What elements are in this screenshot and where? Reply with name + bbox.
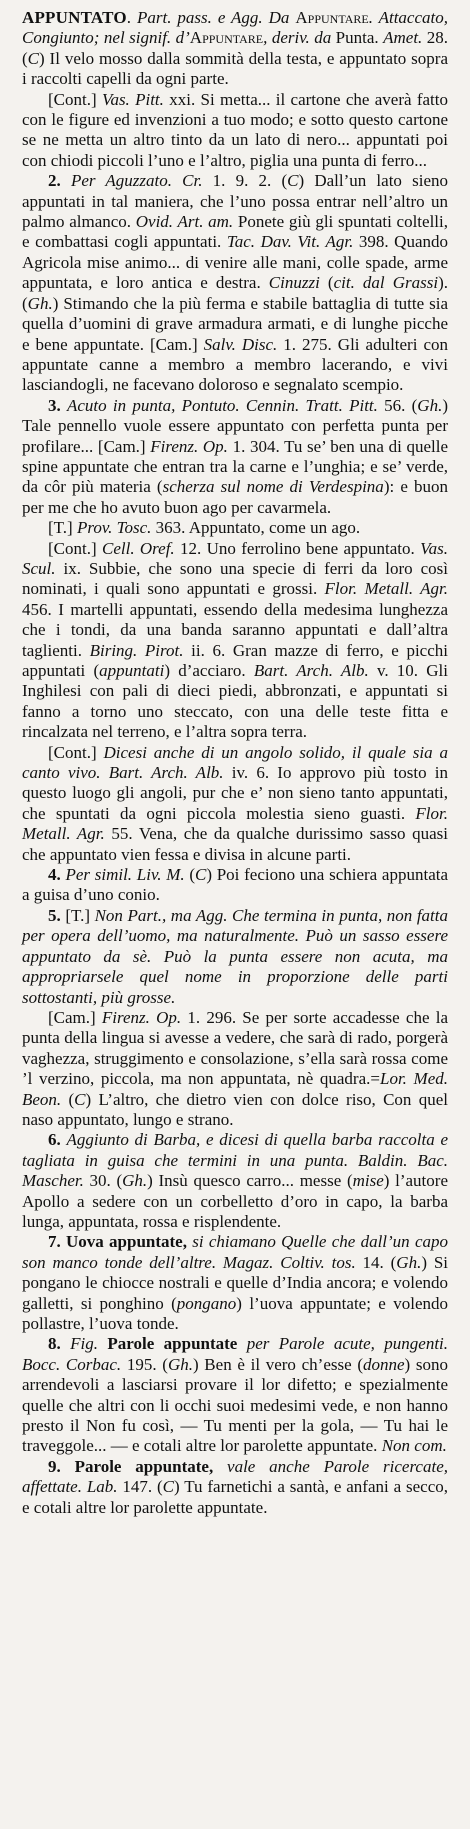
italic-run: C: [27, 48, 40, 68]
bold-run: Parole appuntate: [107, 1334, 247, 1354]
text-run: [Cont.]: [48, 742, 104, 762]
text-run: ) Si pongano le chiocce nostrali e quelle d’India ancora; e volendo galletti, si ponghino (: [22, 1252, 448, 1313]
dictionary-entry-appuntato: [22, 8, 448, 1518]
bold-run: 9. Parole appuntate,: [48, 1456, 228, 1476]
italic-run: mise: [352, 1171, 384, 1191]
text-run: 456. I martelli appuntati, essendo della medesima lunghezza che i tondi, da una banda saranno appuntati e dall’altra taglienti.: [22, 599, 448, 660]
text-run: xxi. Si metta... il cartone che averà fatto con le figure ed invenzioni a tuo modo; e sotto questo cartone se ne metta un altro tinto da un lato di nero... appuntati poi con chiodi piccoli l’uno e l’altro, piglia una punta di ferro...: [22, 89, 449, 170]
entry-sense-paragraph: [22, 1457, 448, 1518]
italic-run: Fig.: [70, 1334, 108, 1354]
text-run: (: [61, 1089, 75, 1109]
italic-run: Dicesi anche di un angolo solido, il quale sia a canto vivo. Bart. Arch. Alb.: [22, 742, 448, 783]
italic-run: C: [162, 1477, 175, 1497]
text-run: 1. 304. Tu se’ ben una di quelle spine appuntate che entran tra la carne e l’unghia; e se’ verde, da côr più materia (: [22, 436, 448, 497]
italic-run: Cinuzzi: [268, 273, 320, 293]
text-run: 1. 275. Gli adulteri con appuntate canne a membro a membro lacerando, e vivi lasciandogli, ne facevano doloroso e segnalato scempio.: [22, 334, 448, 395]
italic-run: Salv. Disc.: [203, 334, 278, 354]
text-run: ) Il velo mosso dalla sommità della testa, e appuntato sopra i raccolti capelli da ogni parte.: [22, 48, 448, 89]
entry-sense-paragraph: [22, 1334, 448, 1456]
entry-sense-paragraph: [22, 906, 448, 1008]
cross-reference: Appuntare: [295, 8, 369, 27]
italic-run: donne: [362, 1354, 405, 1374]
text-run: ) d’acciaro.: [164, 661, 254, 680]
italic-run: Flor. Metall. Agr.: [22, 803, 448, 844]
italic-run: pongano: [176, 1293, 237, 1313]
entry-sense-paragraph: [22, 539, 448, 743]
text-run: 30. (: [83, 1171, 123, 1191]
text-run: Punta.: [335, 28, 384, 48]
italic-run: , deriv. da: [263, 28, 336, 48]
text-run: ) Ben è il vero ch’esse (: [192, 1354, 363, 1374]
entry-sense-paragraph: [22, 1232, 448, 1334]
italic-run: Gh.: [396, 1252, 422, 1272]
cross-reference: Appuntare: [189, 28, 264, 48]
italic-run: Acuto in punta, Pontuto. Cennin. Tratt. Pitt.: [67, 395, 378, 415]
text-run: (: [184, 865, 195, 885]
italic-run: C: [195, 865, 207, 885]
italic-run: Non Part., ma Agg. Che termina in punta, non fatta per opera dell’uomo, ma naturalmente. Può un sasso essere appuntato da sè. Può la punta essere non acuta, ma appropriarsele quel nome in proporzione delle parti sottostanti, più grosse.: [22, 905, 448, 1007]
italic-run: Tac. Dav. Vit. Agr.: [226, 232, 354, 252]
bold-run: 5.: [48, 905, 66, 925]
text-run: [Cont.]: [48, 89, 102, 109]
italic-run: Part. pass. e Agg. Da: [136, 8, 296, 27]
italic-run: Firenz. Op.: [150, 436, 228, 456]
text-run: 56. (: [377, 395, 418, 415]
italic-run: vale anche Parole ricercate, affettate. Lab.: [22, 1456, 448, 1497]
text-run: Ponete giù gli spuntati coltelli, e combattasi cogli appuntati.: [22, 212, 448, 252]
entry-sense-paragraph: [22, 1008, 448, 1130]
italic-run: Ovid. Art. am.: [135, 212, 234, 232]
text-run: iv. 6. Io approvo più tosto in questo luogo gli angoli, pur che e’ non sieno tanto appuntati, che spuntati da ogni piccola molestia sieno guasti.: [22, 763, 448, 823]
bold-run: 4.: [48, 865, 66, 885]
text-run: ): e buon per me che ho avuto buon ago per cavarmela.: [22, 477, 448, 517]
bold-run: 6.: [48, 1130, 67, 1150]
text-run: [T.]: [65, 905, 95, 925]
text-run: [Cam.]: [48, 1007, 102, 1027]
entry-definition: [22, 8, 448, 90]
text-run: (: [319, 273, 334, 293]
headword: APPUNTATO: [22, 8, 127, 27]
text-run: 12. Uno ferrolino bene appuntato.: [174, 538, 421, 558]
text-run: ) l’uova appuntate; e volendo pollastre, l’uova tonde.: [22, 1293, 448, 1333]
italic-run: si chiamano Quelle che dall’un capo son manco tonde dell’altre. Magaz. Coltiv. tos.: [22, 1232, 448, 1272]
text-run: ) Stimando che la più ferma e stabile battaglia di tutte sia quella d’uomini di grave armadura armati, e di lunghe picche e bene appuntate. [Cam.]: [22, 293, 448, 354]
text-run: ) L’altro, che dietro vien con dolce riso, Con quel naso appuntato, lungo e strano.: [22, 1089, 448, 1129]
italic-run: appuntati: [99, 661, 165, 680]
italic-run: Bart. Arch. Alb.: [253, 661, 369, 680]
text-run: ) l’autore Apollo a sedere con un corbelletto d’oro in capo, la barba lunga, appuntata, rossa e risplendente.: [22, 1171, 448, 1231]
bold-run: 2.: [48, 171, 71, 191]
text-run: 28. (: [22, 28, 449, 68]
italic-run: Non com.: [381, 1436, 447, 1456]
italic-run: Gh.: [167, 1354, 193, 1374]
italic-run: per Parole acute, pungenti. Bocc. Corbac.: [22, 1334, 449, 1374]
italic-run: Per Aguzzato. Cr.: [70, 171, 203, 191]
text-run: 147. (: [117, 1477, 163, 1497]
text-run: 55. Vena, che da qualche durissimo sasso quasi che appuntato vien fessa e divisa in alcune parti.: [22, 824, 449, 864]
entry-sense-paragraph: [22, 1130, 448, 1232]
italic-run: Flor. Metall. Agr.: [324, 579, 448, 599]
entry-sense-paragraph: [22, 743, 448, 865]
italic-run: Prov. Tosc.: [76, 518, 152, 538]
entry-sense-paragraph: [22, 518, 448, 538]
italic-run: Amet.: [383, 28, 423, 48]
text-run: ix. Subbie, che sono una specie di ferri da loro così nominati, i quali sono appuntati e grossi.: [22, 558, 448, 599]
italic-run: Lor. Med. Beon.: [22, 1069, 448, 1109]
italic-run: Cell. Oref.: [101, 538, 175, 558]
italic-run: Vas. Pitt.: [101, 89, 164, 109]
text-run: 1. 9. 2. (: [202, 171, 288, 191]
text-run: ) Dall’un lato sieno appuntati in tal maniera, che l’uno possa entrar nell’altro un palmo almanco.: [22, 171, 448, 232]
italic-run: scherza sul nome di Verdespina: [162, 477, 384, 497]
text-run: [Cont.]: [48, 538, 102, 558]
text-run: ) Poi feciono una schiera appuntata a guisa d’uno conio.: [22, 865, 449, 905]
text-run: 14. (: [355, 1252, 397, 1272]
text-run: ) Insù quesco carro... messe (: [147, 1171, 353, 1191]
entry-sense-paragraph: [22, 171, 448, 395]
entry-sense-paragraph: [22, 865, 448, 906]
italic-run: Per simil. Liv. M.: [65, 865, 185, 885]
bold-run: 8.: [48, 1334, 71, 1354]
text-run: v. 10. Gli Inghilesi con pali di dieci piedi, abbronzati, e appuntati si fanno a torno uno steccato, con una delle teste fitta e rincalzata nel terreno, e l’altra sopra terra.: [22, 661, 448, 742]
text-run: 1. 296. Se per sorte accadesse che la punta della lingua si avesse a vedere, che sarà di rado, porgerà vaghezza, struggimento e consolazione, s’ella sarà rossa come ’l verzino, piccola, ma non appuntata, nè quadra.=: [22, 1007, 448, 1089]
text-run: ii. 6. Gran mazze di ferro, e picchi appuntati (: [22, 640, 448, 680]
bold-run: 3.: [48, 395, 67, 415]
bold-run: 7. Uova appuntate,: [48, 1232, 193, 1252]
italic-run: Firenz. Op.: [101, 1007, 182, 1027]
italic-run: C: [74, 1089, 86, 1109]
italic-run: . Attaccato, Congiunto; nel signif. d’: [22, 8, 449, 48]
italic-run: Gh.: [417, 395, 443, 415]
text-run: ) sono arrendevoli a lasciarsi provare il lor difetto; e spezialmente quelle che altri con li occhi suoi medesimi vede, e non hanno presto il Non fu così, — Tu menti per la gola, — Tu hai le traveggole... — e cotali altre lor parolette appuntate.: [22, 1354, 448, 1456]
italic-run: Gh.: [27, 293, 53, 313]
italic-run: cit. dal Grassi: [333, 273, 439, 293]
entry-sense-paragraph: [22, 90, 448, 172]
italic-run: Biring. Pirot.: [89, 640, 184, 660]
italic-run: Gh.: [122, 1171, 148, 1191]
italic-run: Vas. Scul.: [22, 538, 448, 578]
entry-sense-paragraph: [22, 396, 448, 518]
text-run: ). (: [22, 273, 449, 313]
italic-run: Aggiunto di Barba, e dicesi di quella barba raccolta e tagliata in guisa che termini in una punta. Baldin. Bac. Mascher.: [22, 1130, 449, 1191]
text-run: ) Tale pennello vuole essere appuntato con perfetta punta per profilare... [Cam.]: [22, 395, 448, 456]
text-run: ) Tu farnetichi a santà, e anfani a secco, e cotali altre lor parolette appuntate.: [22, 1477, 448, 1517]
text-run: 398. Quando Agricola mise animo... di venire alle mani, colle spade, arme appuntata, e loro antica e destra.: [22, 232, 448, 293]
text-run: 363. Appuntato, come un ago.: [151, 518, 361, 538]
italic-run: C: [287, 171, 299, 191]
text-run: 195. (: [121, 1354, 168, 1374]
text-run: .: [126, 8, 137, 27]
text-run: [T.]: [48, 518, 77, 538]
